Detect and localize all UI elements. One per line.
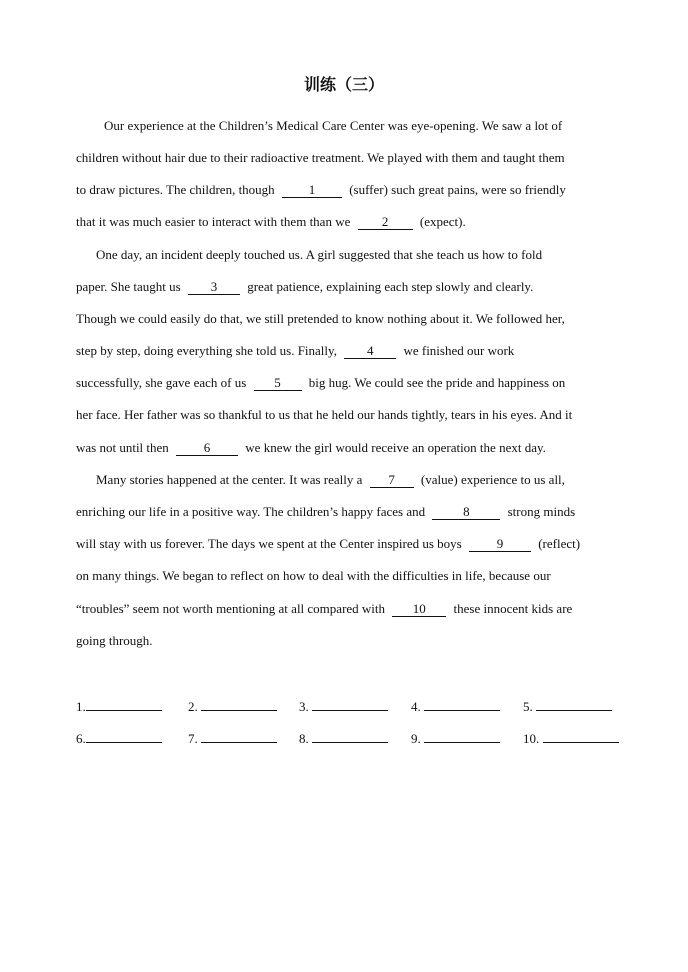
passage-line [76,181,566,199]
answer-blank-3[interactable] [312,697,388,711]
blank-2[interactable]: 2 [358,215,413,230]
passage-text: children without hair due to their radioactive treatment. We played with them and taught them [76,150,565,165]
passage-line [76,310,565,328]
passage-text: (value) experience to us all, [417,472,565,487]
answer-blank-7[interactable] [201,729,277,743]
blank-3[interactable]: 3 [188,280,240,295]
blank-6[interactable]: 6 [176,441,238,456]
answer-item-1 [76,697,162,716]
passage-line [76,278,533,296]
passage-text: paper. She taught us [76,279,184,294]
passage-text: strong minds [504,504,576,519]
passage-line [76,567,551,585]
passage-text: great patience, explaining each step slowly and clearly. [243,279,534,294]
passage-line [76,117,562,135]
passage-text: successfully, she gave each of us [76,375,250,390]
passage-text: big hug. We could see the pride and happiness on [305,375,566,390]
answer-item-9 [411,729,500,748]
blank-9[interactable]: 9 [469,537,531,552]
passage-text: (expect). [416,214,466,229]
page-title: 训练（三） [303,75,384,94]
passage-line [76,632,153,650]
passage-line [76,535,580,553]
answer-label: 7. [188,731,201,746]
answer-item-6 [76,729,162,748]
blank-1[interactable]: 1 [282,183,342,198]
answer-item-4 [411,697,500,716]
blank-8[interactable]: 8 [432,505,500,520]
passage-line [76,149,565,167]
passage-line [76,406,572,424]
answer-label: 4. [411,699,424,714]
answer-label: 5. [523,699,536,714]
answer-blank-8[interactable] [312,729,388,743]
passage-text: her face. Her father was so thankful to us that he held our hands tightly, tears in his eyes. And it [76,407,573,422]
passage-line [76,471,565,489]
answer-item-2 [188,697,277,716]
answer-label: 2. [188,699,201,714]
blank-5[interactable]: 5 [254,376,302,391]
passage-line [76,213,466,231]
passage-line [76,503,575,521]
passage-text: going through. [76,633,153,648]
answer-label: 9. [411,731,424,746]
passage-text: (suffer) such great pains, were so friendly [345,182,566,197]
passage-text: enriching our life in a positive way. The children’s happy faces and [76,504,429,519]
blank-10[interactable]: 10 [392,602,446,617]
passage-text: Many stories happened at the center. It was really a [96,472,366,487]
answer-blank-1[interactable] [86,697,162,711]
passage-text: Though we could easily do that, we still pretended to know nothing about it. We followed her, [76,311,565,326]
passage-text: step by step, doing everything she told us. Finally, [76,343,341,358]
passage-line [76,342,514,360]
answer-label: 3. [299,699,312,714]
blank-7[interactable]: 7 [370,473,414,488]
answer-blank-10[interactable] [543,729,619,743]
passage-line [76,374,565,392]
passage-text: we knew the girl would receive an operation the next day. [242,440,546,455]
answer-item-8 [299,729,388,748]
answer-label: 10. [523,731,543,746]
answer-item-7 [188,729,277,748]
passage-text: these innocent kids are [450,601,573,616]
passage-text: will stay with us forever. The days we spent at the Center inspired us boys [76,536,465,551]
passage-text: was not until then [76,440,173,455]
blank-4[interactable]: 4 [344,344,396,359]
answer-blank-4[interactable] [424,697,500,711]
answer-label: 6. [76,731,86,746]
passage-text: “troubles” seem not worth mentioning at all compared with [76,601,389,616]
passage-text: we finished our work [400,343,515,358]
answer-item-10 [523,729,619,748]
passage-line [76,246,542,264]
passage-text: on many things. We began to reflect on how to deal with the difficulties in life, because our [76,568,551,583]
passage-line [76,439,546,457]
passage-text: to draw pictures. The children, though [76,182,278,197]
passage-text: that it was much easier to interact with them than we [76,214,354,229]
passage-text: One day, an incident deeply touched us. A girl suggested that she teach us how to fold [96,247,543,262]
answer-item-5 [523,697,612,716]
answer-blank-5[interactable] [536,697,612,711]
passage-text: Our experience at the Children’s Medical Care Center was eye-opening. We saw a lot of [104,118,563,133]
answer-blank-2[interactable] [201,697,277,711]
passage-line [76,600,572,618]
answer-item-3 [299,697,388,716]
answer-label: 1. [76,699,86,714]
answer-label: 8. [299,731,312,746]
answer-blank-6[interactable] [86,729,162,743]
passage-text: (reflect) [534,536,581,551]
answer-blank-9[interactable] [424,729,500,743]
